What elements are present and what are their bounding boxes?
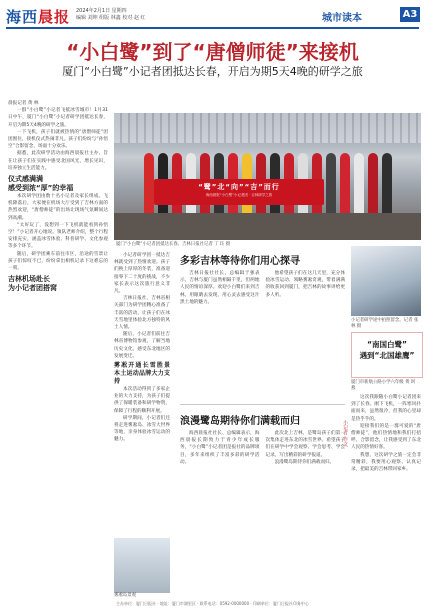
sub-headline: 厦门“小白鹭”小记者团抵达长春，开启为期5天4晚的研学之旅 <box>62 65 363 78</box>
person-figure <box>144 153 154 213</box>
masthead-rule <box>6 27 419 29</box>
person-figure <box>354 153 364 213</box>
banner-text: “鹭”北“向”“吉”而行 <box>198 183 280 191</box>
paragraph: 他希望孩子们在这几天里，充分体验冰雪运动、领略雾凇奇观，带着满满的收获回到厦门，把吉林的故事讲给更多人听。 <box>265 271 345 298</box>
byline: 晨报记者 黄 林 <box>8 101 39 106</box>
paragraph: 一群“小白鹭”小记者飞抵冰雪城市！1月31日中午，厦门“小白鹭”小记者研学团抵达长春，开启为期5天4晚的研学之旅。 <box>8 108 108 128</box>
sidebar-body <box>351 394 421 598</box>
paragraph: 研学期间，小记者们还将走进雾凇岛、冰雪大世界等地，亲身体验冰雪运动的魅力。 <box>114 415 170 443</box>
photo-caption: 厦门“小白鹭”小记者团抵达长春。吉林日报社记者 丁 珏 摄 <box>116 242 231 247</box>
inset-photo <box>114 538 170 593</box>
section-heading: 多彩吉林等待你们用心探寻 <box>180 256 300 267</box>
person-figure <box>326 153 336 213</box>
paragraph: 此次北上吉林，是鹭岛孩子们第一次集体走进东北的冰雪世界。希望孩子们在研学中学会观察、学会思考、学会记录，写出精彩的研学报道。 <box>265 431 345 458</box>
vertical-tag: 小记者 作文 <box>342 420 348 447</box>
paragraph: 随后，研学团乘车前往市区，沿途的雪景让孩子们惊叹不已，纷纷拿出相机记录下这难忘的一刻。 <box>8 251 108 272</box>
newspaper-logo: 海西晨报 <box>6 8 71 26</box>
paragraph: 这次我跟随小白鹭小记者团来到了长春。刚下飞机，一阵寒风扑面而来，虽然很冷，但我的心里却是热乎乎的。 <box>351 395 421 422</box>
main-headline: “小白鹭”到了“唐僧师徒”来接机 <box>66 40 359 64</box>
editor-credits: 编辑 刘坤 组版 林鑫 校对 赵 红 <box>76 15 146 21</box>
quote-title: 遇到“北国雄鹰” <box>359 351 415 360</box>
paragraph: 吉林日报社社长、总编辑于强表示，吉林与厦门虽然相隔千里，但两地人民的情谊深厚。欢迎小白鹭们来到吉林，用眼睛去发现、用心灵去感受这片黑土地的魅力。 <box>180 271 260 305</box>
lead-article-column <box>8 100 108 540</box>
person-figure <box>340 153 350 213</box>
subtitle: 吉林机场赴长 <box>8 275 50 284</box>
paragraph: 海西晨报社社长、总编辑表示，海西晨报长期致力于青少年成长服务，“小白鹭”小记者团是报社的品牌项目，多年来组织了丰富多彩的研学活动。 <box>180 431 260 465</box>
subtitle: 雾凇开通长雪胜景 本土运动品牌大力支持 <box>114 362 170 386</box>
section-body <box>180 430 345 598</box>
terminal-ceiling <box>114 113 421 143</box>
subtitle: 为小记者团搭窝 <box>8 284 57 293</box>
paragraph: 本次活动得到了多家企业的大力支持，为孩子们提供了保暖装备和研学物资，保障了行程的顺利开展。 <box>114 387 170 414</box>
section-heading: 浪漫鹭岛期待你们满载而归 <box>180 416 300 427</box>
masthead <box>6 6 419 26</box>
section-body <box>180 270 345 400</box>
banner-subtext: 海西晨报“小白鹭”小记者团 · 吉林研学之旅 <box>205 193 273 197</box>
quote-title: “南国白鹭” <box>367 340 407 349</box>
group-photo <box>114 113 421 240</box>
paragraph: 据悉，此次研学活动由海西晨报社主办，旨在让孩子们在实践中感受北国风光，增长见识，培养独立生活能力。 <box>8 151 108 171</box>
sidebar-photo <box>351 246 421 316</box>
paragraph: 小记者研学团一抵达吉林就受到了热情欢迎。孩子们换上厚厚的冬装，准备迎接零下二十度的挑战，不少家长表示这次旅行意义非凡。 <box>114 253 170 295</box>
subtitle: 感受到浓“厚”的幸福 <box>8 184 74 193</box>
dateline <box>76 8 146 22</box>
quote-box <box>351 332 423 378</box>
second-article-column <box>114 252 170 532</box>
terminal-floor <box>114 213 421 240</box>
paragraph: 随后，小记者们前往吉林省博物馆参观，了解当地历史文化，感受东北地区的发展变迁。 <box>114 332 170 359</box>
person-figure <box>368 153 378 213</box>
paragraph: 一下飞机，孩子们就被热情的“唐僧师徒”团团围住，接机仪式热闹非凡。孩子们纷纷与“孙悟空”合影留念，场面十分欢乐。 <box>8 129 108 150</box>
person-figure <box>382 153 392 213</box>
paragraph: 本次研学团由数十名小记者及家长组成。飞机降落后，大家便在机场大厅受到了吉林方面的热烈欢迎，“唐僧师徒”的出场让现场气氛瞬间达到高潮。 <box>8 194 108 221</box>
paragraph: 浪漫鹭岛期待你们满载而归。 <box>274 459 335 465</box>
sidebar-photo-caption: 小记者研学途中拍照留念。记者 张 林 摄 <box>351 318 419 329</box>
paragraph: 迎接我们的是一群可爱的“唐僧师徒”，他们热情地和我们打招呼、合影留念，让我感受到了东北人民的热情好客。 <box>351 423 421 451</box>
inset-caption: 雾凇岛景观 <box>114 593 136 598</box>
section-title: 城市读本 <box>322 13 362 24</box>
section-divider <box>180 404 345 405</box>
issue-date: 2024年2月1日 星期四 <box>76 8 127 14</box>
page-number-badge: A3 <box>400 7 420 22</box>
page-footer: 主办单位：厦门日报社 · 地址：厦门市湖里区 · 联系电话：0592-0000000 · 印刷单位：厦门日报社印务中心 <box>116 601 309 606</box>
paragraph: 吉林日报社、吉林省相关部门为研学团精心准备了丰富的活动，让孩子们在冰天雪地里体验北方独特的风土人情。 <box>114 296 170 331</box>
author-line: 厦门市新航公路小学六年级 黄 珂 燕 <box>351 380 416 391</box>
paragraph: 我想，这次研学之旅一定会非常精彩，我要用心观察、认真记录，把最美的吉林带回家乡。 <box>351 452 421 473</box>
paragraph: “太好玩了，没想到一下飞机就能看到孙悟空！”小记者开心地说。领队老师介绍，整个行程安排充实，涵盖冰雪体验、科普研学、文化参观等多个环节。 <box>8 222 108 250</box>
subtitle: 仪式感满满 <box>8 175 43 184</box>
